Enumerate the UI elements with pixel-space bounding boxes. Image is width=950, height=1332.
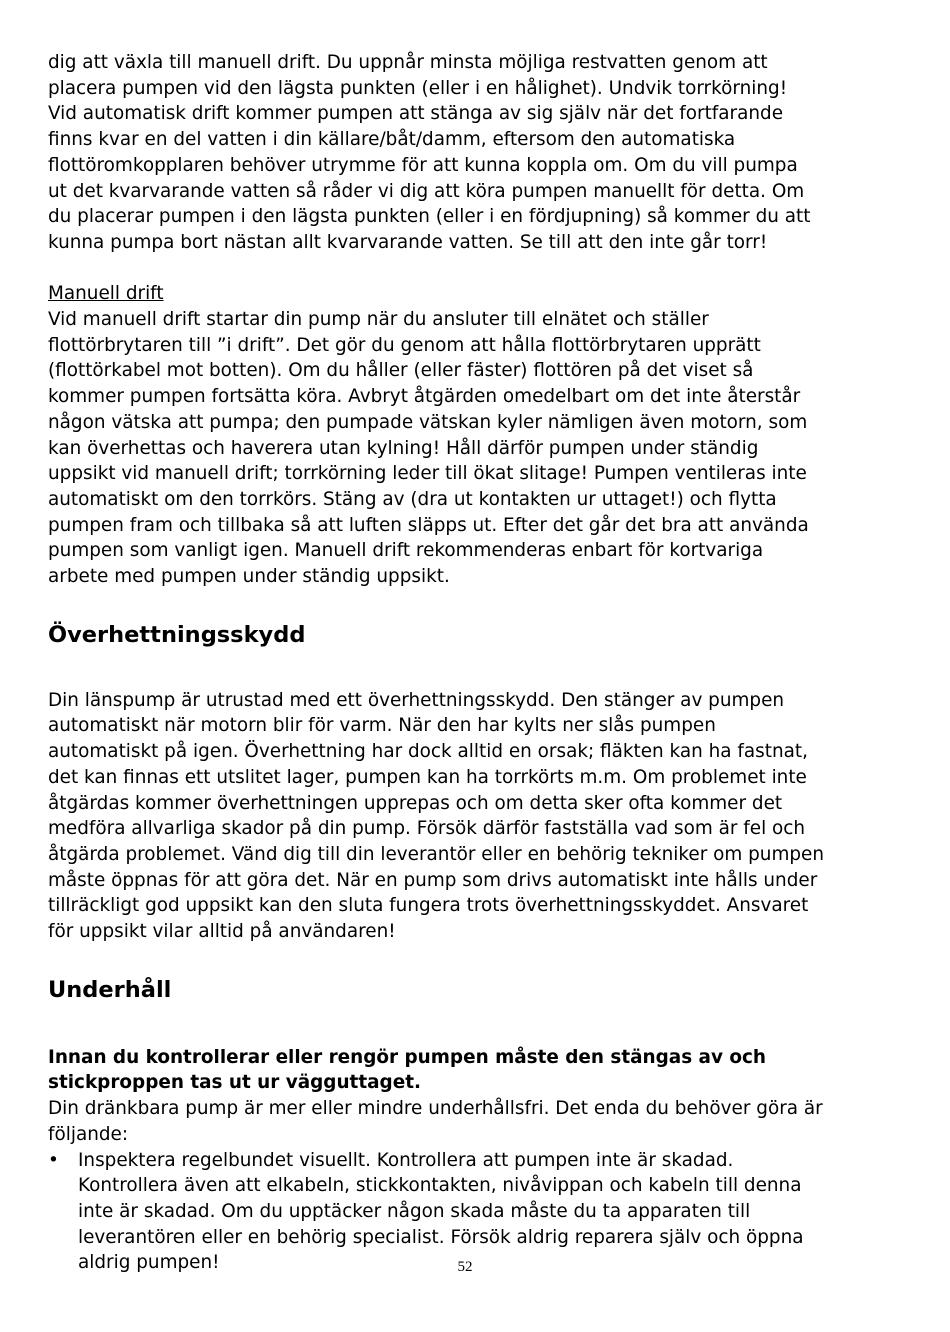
maintenance-list (48, 1148, 894, 1277)
bullet-icon: • (48, 1149, 59, 1171)
document-page (48, 50, 894, 1276)
maintenance-warning: Innan du kontrollerar eller rengör pumpen måste den stängas av och stickproppen tas ut ur vägguttaget. (48, 1046, 766, 1094)
list-item-text: Inspektera regelbundet visuellt. Kontrollera att pumpen inte är skadad. Kontrollera även att elkabeln, stickkontakten, nivåvippan och kabeln till denna inte är skadad. Om du upptäcker någon skada måste du ta apparaten till leverantören eller en behörig specialist. Försök aldrig reparera själv och öppna aldrig pumpen! (78, 1149, 804, 1274)
list-item (48, 1148, 894, 1277)
overheat-protection-paragraph: Din länspump är utrustad med ett överhettningsskydd. Den stänger av pumpen automatiskt när motorn blir för varm. När den har kylts ner slås pumpen automatiskt på igen. Överhettning har dock alltid en orsak; fläkten kan ha fastnat, det kan finnas ett utslitet lager, pumpen kan ha torrkörts m.m. Om problemet inte åtgärdas kommer överhettningen upprepas och om detta sker ofta kommer det medföra allvarliga skador på din pump. Försök därför fastställa vad som är fel och åtgärda problemet. Vänd dig till din leverantör eller en behörig tekniker om pumpen måste öppnas för att göra det. När en pump som drivs automatiskt inte hålls under tillräckligt god uppsikt kan den sluta fungera trots överhettningsskyddet. Ansvaret för uppsikt vilar alltid på användaren! (48, 689, 825, 943)
page-number: 52 (457, 1259, 473, 1275)
maintenance-paragraph: Din dränkbara pump är mer eller mindre underhållsfri. Det enda du behöver göra är följande: (48, 1098, 823, 1145)
maintenance-heading: Underhåll (48, 976, 172, 1003)
overheat-protection-heading: Överhettningsskydd (48, 621, 306, 648)
manual-drift-heading: Manuell drift (48, 283, 164, 305)
intro-paragraph: dig att växla till manuell drift. Du uppnår minsta möjliga restvatten genom att placera pumpen vid den lägsta punkten (eller i en hålighet). Undvik torrkörning! Vid automatisk drift kommer pumpen att stänga av sig själv när det fortfarande finns kvar en del vatten i din källare/båt/damm, eftersom den automatiska flottöromkopplaren behöver utrymme för att kunna koppla om. Om du vill pumpa ut det kvarvarande vatten så råder vi dig att köra pumpen manuellt för detta. Om du placerar pumpen i den lägsta punkten (eller i en fördjupning) så kommer du att kunna pumpa bort nästan allt kvarvarande vatten. Se till att den inte går torr! (48, 52, 811, 253)
manual-drift-paragraph: Vid manuell drift startar din pump när du ansluter till elnätet och ställer flottörbrytaren till ”i drift”. Det gör du genom att hålla flottörbrytaren upprätt (flottörkabel mot botten). Om du håller (eller fäster) flottören på det viset så kommer pumpen fortsätta köra. Avbryt åtgärden omedelbart om det inte återstår någon vätska att pumpa; den pumpade vätskan kyler nämligen även motorn, som kan överhettas och haverera utan kylning! Håll därför pumpen under ständig uppsikt vid manuell drift; torrkörning leder till ökat slitage! Pumpen ventileras inte automatiskt om den torrkörs. Stäng av (dra ut kontakten ur uttaget!) och flytta pumpen fram och tillbaka så att luften släpps ut. Efter det går det bra att använda pumpen som vanligt igen. Manuell drift rekommenderas enbart för kortvariga arbete med pumpen under ständig uppsikt. (48, 309, 809, 588)
